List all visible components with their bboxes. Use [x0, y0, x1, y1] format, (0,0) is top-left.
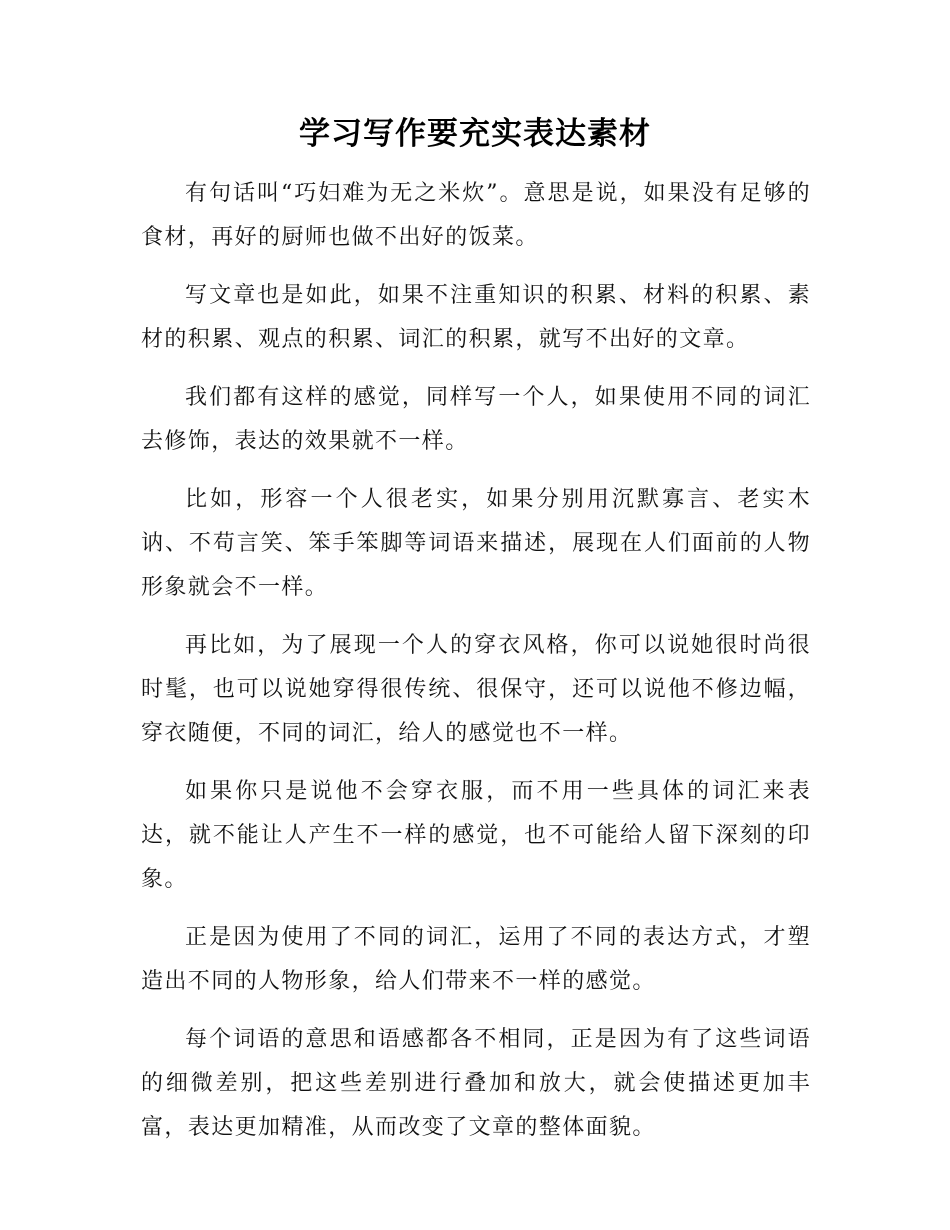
document-title: 学习写作要充实表达素材	[299, 116, 651, 152]
paragraph-1: 有句话叫“巧妇难为无之米炊”。意思是说，如果没有足够的食材，再好的厨师也做不出好的饭菜。	[141, 181, 811, 250]
paragraph-2: 写文章也是如此，如果不注重知识的积累、材料的积累、素材的积累、观点的积累、词汇的积累，就写不出好的文章。	[141, 283, 811, 352]
paragraph-6: 如果你只是说他不会穿衣服，而不用一些具体的词汇来表达，就不能让人产生不一样的感觉，也不可能给人留下深刻的印象。	[141, 779, 811, 892]
document-body	[141, 172, 811, 1164]
paragraph-4: 比如，形容一个人很老实，如果分别用沉默寡言、老实木讷、不苟言笑、笨手笨脚等词语来描述，展现在人们面前的人物形象就会不一样。	[141, 487, 811, 600]
paragraph-5: 再比如，为了展现一个人的穿衣风格，你可以说她很时尚很时髦，也可以说她穿得很传统、很保守，还可以说他不修边幅，穿衣随便，不同的词汇，给人的感觉也不一样。	[141, 633, 811, 746]
paragraph-3: 我们都有这样的感觉，同样写一个人，如果使用不同的词汇去修饰，表达的效果就不一样。	[141, 385, 811, 454]
paragraph-8: 每个词语的意思和语感都各不相同，正是因为有了这些词语的细微差别，把这些差别进行叠加和放大，就会使描述更加丰富，表达更加精准，从而改变了文章的整体面貌。	[141, 1027, 811, 1140]
paragraph-7: 正是因为使用了不同的词汇，运用了不同的表达方式，才塑造出不同的人物形象，给人们带来不一样的感觉。	[141, 925, 811, 994]
